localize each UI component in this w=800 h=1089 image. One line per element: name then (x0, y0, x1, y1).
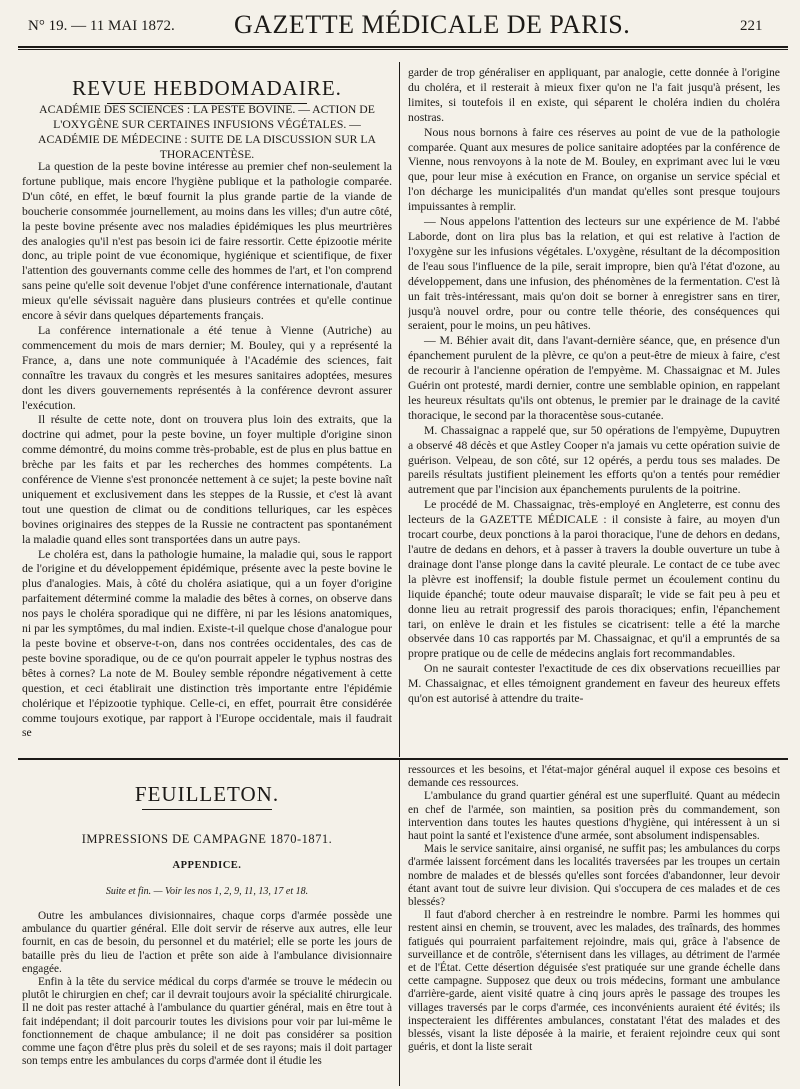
paragraph: garder de trop généraliser en appliquant, par analogie, cette donnée à l'origine du choléra, et il resterait à mieux fixer qu'on ne l'a fait jusqu'à présent, les limites, si toutefois il en existe, qui séparent le choléra indien du choléra nostras. (408, 66, 780, 124)
page-header (0, 0, 800, 46)
paragraph: Il faut d'abord chercher à en restreindre le nombre. Parmi les hommes qui restent ainsi en chemin, se trouvent, avec les malades, des traînards, des hommes fatigués qui pourraient parfaitement rejoindre, mais qui, grâce à l'absence de surveillance et de contrôle, s'éternisent dans les villages, au détriment de l'armée et de l'État. Cette désertion déguisée s'est pratiquée sur une grande échelle dans cette campagne. Supposez que deux ou trois médecins, formant une ambulance d'arrière-garde, aient visité quatre à cinq jours après le passage des troupes les villages traversés par le corps d'armée, ces inconvénients auraient été évités; ils inspecteraient les différentes ambulances, constatant l'état des malades et des blessés, visant la liste déposée à la mairie, et feraient rejoindre ceux qui sont guéris, et dont la liste serait (408, 909, 780, 1054)
revue-title: REVUE HEBDOMADAIRE. (22, 76, 392, 104)
feuilleton-rule (18, 758, 788, 760)
paragraph: On ne saurait contester l'exactitude de ces dix observations recueillies par M. Chassaignac, et elles témoignent grandement en faveur des heureux effets qu'on est autorisé à attendre du traite- (408, 662, 780, 706)
header-rule (18, 46, 788, 48)
header-rule-thin (18, 49, 788, 50)
page-number: 221 (740, 18, 763, 34)
feuilleton-section: APPENDICE. (172, 860, 242, 871)
paragraph: — M. Béhier avait dit, dans l'avant-dernière séance, que, en présence d'un épanchement purulent de la plèvre, ce qu'on a peut-être de mieux à faire, c'est de recourir à l'ancienne opération de l'empyème. M. Chassaignac et M. Jules Guérin ont protesté, mardi dernier, contre une semblable opinion, en rappelant les heureux résultats qu'ils ont obtenus, le premier par le drainage de la cavité thoracique, le second par la thoracentèse sous-cutanée. (408, 334, 780, 422)
column-divider-bottom (399, 760, 400, 1086)
paragraph: Mais le service sanitaire, ainsi organisé, ne suffit pas; les ambulances du corps d'armée laissent forcément dans les localités traversées par les troupes un certain nombre de malades et de blessés qu'elles sont forcées d'abandonner, leur devoir étant avant tout de suivre leur division. Qui s'occupera de ces malades et de ces blessés? (408, 843, 780, 909)
feuilleton-left-column (22, 910, 392, 1086)
paragraph: La conférence internationale a été tenue à Vienne (Autriche) au commencement du mois de mars dernier; M. Bouley, qui y a représenté la France, a, dans une note communiquée à l'Académie des sciences, fait connaître les travaux du congrès et les mesures sanitaires adoptées, mesures dont les divers gouvernements représentés à la conférence devront assurer l'exécution. (22, 323, 392, 412)
paragraph: — Nous appelons l'attention des lecteurs sur une expérience de M. l'abbé Laborde, dont on lira plus bas la relation, et qui est relative à l'action de l'oxygène sur les infusions végétales. L'oxygène, résultant de la décomposition de l'eau sous l'influence de la pile, serait impropre, bien qu'à l'état d'ozone, au développement, dans une infusion, des phénomènes de la fermentation. C'est là un fait très-intéressant, mais qu'on doit se borner à enregistrer sans en tirer, jusqu'à nouvel ordre, pour ou contre telle théorie, des conséquences qui seraient, pour le moins, un peu hâtives. (408, 215, 780, 333)
paragraph: L'ambulance du grand quartier général est une superfluité. Quant au médecin en chef de l'armée, son maintien, sa position près du commandement, son intervention dans toutes les hautes questions d'hygiène, qui intéressent à un si haut point la santé et l'existence d'une armée, sont absolument indispensables. (408, 790, 780, 843)
feuilleton-right-column (408, 764, 780, 1086)
revue-topics: ACADÉMIE DES SCIENCES : LA PESTE BOVINE. — ACTION DE L'OXYGÈNE SUR CERTAINES INFUSIONS VÉGÉTALES. — ACADÉMIE DE MÉDECINE : SUITE DE LA DISCUSSION SUR LA THORACENTÈSE. (38, 103, 376, 161)
paragraph: ressources et les besoins, et l'état-major général auquel il expose ces besoins et demande ces ressources. (408, 764, 780, 790)
column-divider-top (399, 62, 400, 757)
feuilleton-title: FEUILLETON. (22, 782, 392, 810)
paragraph: Outre les ambulances divisionnaires, chaque corps d'armée possède une ambulance du quartier général. Elle doit servir de réserve aux autres, elle leur fournit, en cas de besoin, du personnel et du matériel; elle se porte les jours de bataille près du lieu de l'action et prête son aide à l'ambulance divisionnaire engagée. (22, 910, 392, 975)
paragraph: Nous nous bornons à faire ces réserves au point de vue de la pathologie comparée. Quant aux mesures de police sanitaire adoptées par la conférence de Vienne, nous renvoyons à la note de M. Bouley, en exprimant avec lui le vœu que, pour leur mise à exécution en France, on organise un service spécial et l'on décharge les municipalités d'un mandat qu'elles sont presque toujours impuissantes à remplir. (408, 125, 780, 214)
feuilleton-note: Suite et fin. — Voir les nos 1, 2, 9, 11, 13, 17 et 18. (105, 886, 309, 897)
issue-date: N° 19. — 11 MAI 1872. (28, 18, 175, 34)
paragraph: Le procédé de M. Chassaignac, très-employé en Angleterre, est connu des lecteurs de la GAZETTE MÉDICALE : il consiste à faire, au moyen d'un trocart courbe, deux ponctions à la paroi thoracique, l'une de dehors en dedans, l'autre de dedans en dehors, et à passer à travers la double ouverture un tube à drainage dont l'anse plonge dans la cavité pleurale. Le contact de ce tube avec la plèvre est inoffensif; la double fistule permet un écoulement continu du liquide épanché; toute odeur mauvaise disparaît; le vide se fait peu à peu et donne lieu au retrait progressif des parois thoraciques; enfin, l'épanchement tari, on enlève le drain et les fistules se cicatrisent: telle a été la marche observée dans 10 cas rapportés par M. Chassaignac, et qu'il a empruntés de sa propre pratique ou de celle de médecins anglais fort recommandables. (408, 498, 780, 661)
revue-left-column (22, 160, 392, 757)
paragraph: Enfin à la tête du service médical du corps d'armée se trouve le médecin ou plutôt le chirurgien en chef; car il devrait toujours avoir la spécialité chirurgicale. Il ne doit pas rester attaché à l'ambulance du quartier général, mais en être tout à fait indépendant; il doit parcourir toutes les divisions pour voir par lui-même le fonctionnement de chaque ambulance; il ne doit pas considérer sa position comme une façon d'être plus près du soleil et de ses rayons; mais il doit partager son temps entre les ambulances du corps d'armée dont il étudie les (22, 976, 392, 1068)
paragraph: Le choléra est, dans la pathologie humaine, la maladie qui, sous le rapport de l'origine et du développement épidémique, présente avec la peste bovine le plus d'analogies. Mais, à côté du choléra asiatique, qui a un foyer d'origine parfaitement déterminé comme la maladie des bêtes à cornes, on observe dans nos pays le choléra sporadique qui ne diffère, ni par les lésions anatomiques, ni par les symptômes, du mal indien. Existe-t-il quelque chose d'analogue pour la peste bovine et observe-t-on, dans nos contrées occidentales, des cas de peste bovine sporadique, ou de ce qu'on pourrait appeler le typhus nostras des bêtes à cornes? La note de M. Bouley semble répondre négativement à cette question, et ceci établirait une distinction très importante entre l'épidémie cholérique et l'épizootie typhique. Celle-ci, en effet, pourrait être considérée comme toujours exotique, par rapport à l'Europe occidentale, mais il faudrait se (22, 547, 392, 740)
feuilleton-subtitle: IMPRESSIONS DE CAMPAGNE 1870-1871. (81, 832, 333, 846)
paragraph: M. Chassaignac a rappelé que, sur 50 opérations de l'empyème, Dupuytren a observé 48 décès et que Astley Cooper n'a jamais vu cette opération suivie de guérison. Velpeau, de son côté, sur 12 opérés, a perdu tous ses malades. De pareils résultats justifient pleinement les efforts qu'on a tentés pour remédier autrement que par l'incision aux épanchements purulents de la poitrine. (408, 423, 780, 497)
paragraph: Il résulte de cette note, dont on trouvera plus loin des extraits, que la doctrine qui admet, pour la peste bovine, un foyer multiple d'origine sinon comme démontré, du moins comme très-probable, est de plus en plus battue en brèche par les faits et par les recherches des hommes compétents. La conférence de Vienne s'est prononcée nettement à ce sujet; la peste bovine naît uniquement et exclusivement dans les steppes de la Russie, et c'est là avant tout une question de climat ou de conditions telluriques, car les espèces bovines originaires des steppes de la Russie ne contractent pas spontanément la maladie quand elles sont transportées dans un autre pays. (22, 413, 392, 546)
revue-right-column (408, 66, 780, 757)
paragraph: La question de la peste bovine intéresse au premier chef non-seulement la fortune publique, mais encore l'hygiène publique et la pathologie comparée. D'un côté, en effet, le bœuf fournit la plus grande partie de la viande de boucherie consommée journellement, au moins dans les villes; d'un autre côté, la peste bovine présente avec nos maladies épidémiques les plus meurtrières des analogies qu'il n'est pas besoin ici de faire ressortir. Cette épizootie mérite donc, au triple point de vue économique, hygiénique et scientifique, de fixer l'attention des gouvernants comme celle des hommes de l'art, et l'on comprend sans peine qu'elle soit devenue l'objet d'une conférence internationale, d'autant mieux qu'elle sévissait naguère dans plusieurs contrées et qu'elle continue encore à sévir dans quelques départements français. (22, 160, 392, 323)
masthead-title: GAZETTE MÉDICALE DE PARIS. (234, 10, 631, 39)
